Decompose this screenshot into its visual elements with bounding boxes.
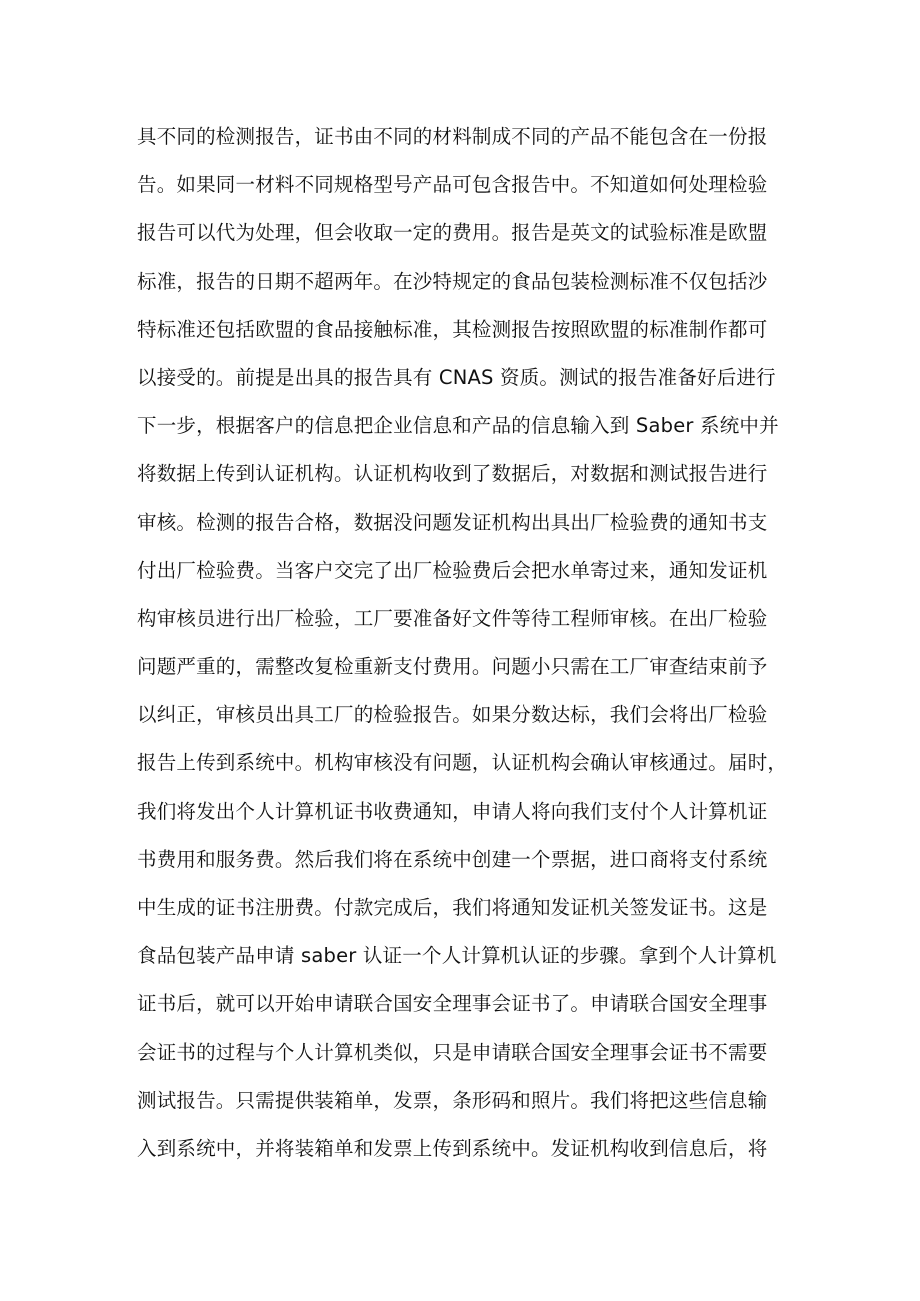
text-line: 食品包装产品申请 saber 认证一个人计算机认证的步骤。拿到个人计算机 (137, 944, 777, 968)
text-line: 具不同的检测报告，证书由不同的材料制成不同的产品不能包含在一份报 (137, 125, 768, 148)
text-line: 中生成的证书注册费。付款完成后，我们将通知发证机关签发证书。这是 (137, 896, 768, 919)
text-line: 构审核员进行出厂检验，工厂要准备好文件等待工程师审核。在出厂检验 (137, 606, 768, 630)
text-line: 书费用和服务费。然后我们将在系统中创建一个票据，进口商将支付系统 (137, 847, 768, 871)
text-line: 以纠正，审核员出具工厂的检验报告。如果分数达标，我们会将出厂检验 (137, 703, 768, 727)
text-line: 会证书的过程与个人计算机类似，只是申请联合国安全理事会证书不需要 (137, 1040, 768, 1064)
text-line: 报告上传到系统中。机构审核没有问题，认证机构会确认审核通过。届时， (137, 751, 788, 775)
text-line: 我们将发出个人计算机证书收费通知，申请人将向我们支付个人计算机证 (137, 799, 768, 823)
text-line: 以接受的。前提是出具的报告具有 CNAS 资质。测试的报告准备好后进行 (137, 365, 776, 389)
text-line: 付出厂检验费。当客户交完了出厂检验费后会把水单寄过来，通知发证机 (137, 558, 768, 582)
text-line: 入到系统中，并将装箱单和发票上传到系统中。发证机构收到信息后，将 (137, 1136, 768, 1160)
text-line: 告。如果同一材料不同规格型号产品可包含报告中。不知道如何处理检验 (137, 173, 768, 197)
text-line: 问题严重的，需整改复检重新支付费用。问题小只需在工厂审查结束前予 (137, 655, 768, 679)
text-line: 特标准还包括欧盟的食品接触标准，其检测报告按照欧盟的标准制作都可 (137, 317, 768, 341)
text-line: 证书后，就可以开始申请联合国安全理事会证书了。申请联合国安全理事 (137, 992, 768, 1016)
text-line: 下一步，根据客户的信息把企业信息和产品的信息输入到 Saber 系统中并 (137, 414, 779, 438)
text-line: 审核。检测的报告合格，数据没问题发证机构出具出厂检验费的通知书支 (137, 510, 768, 534)
text-line: 报告可以代为处理，但会收取一定的费用。报告是英文的试验标准是欧盟 (137, 221, 768, 245)
text-line: 标准，报告的日期不超两年。在沙特规定的食品包装检测标准不仅包括沙 (137, 269, 768, 293)
text-line: 将数据上传到认证机构。认证机构收到了数据后，对数据和测试报告进行 (137, 462, 768, 486)
body-text (137, 118, 797, 1178)
text-line: 测试报告。只需提供装箱单，发票，条形码和照片。我们将把这些信息输 (137, 1088, 768, 1112)
